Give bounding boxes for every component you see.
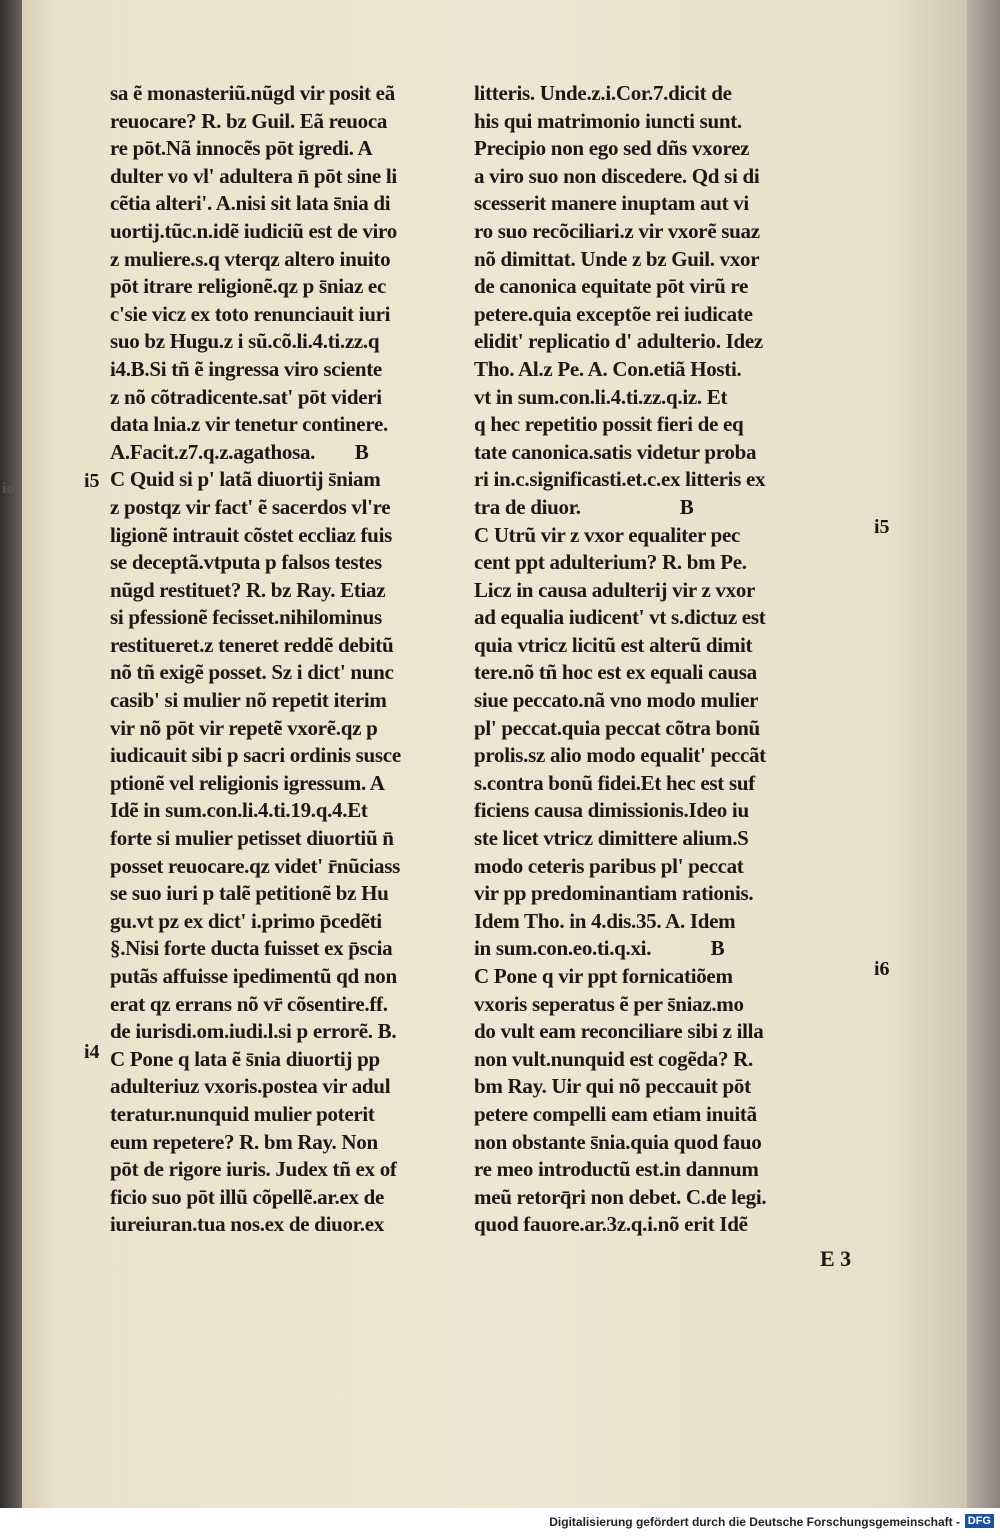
text-line-row bbox=[110, 522, 460, 550]
text-line: iureiuran.tua nos.ex de diuor.ex bbox=[110, 1212, 384, 1237]
text-line-row bbox=[474, 1129, 862, 1157]
text-line: ficio suo pōt illũ cõpellẽ.ar.ex de bbox=[110, 1184, 384, 1209]
text-line-row bbox=[474, 908, 862, 936]
text-line: cent ppt adulterium? R. bm Pe. bbox=[474, 550, 747, 575]
margin-number: i4 bbox=[84, 1041, 100, 1063]
text-line: vir nõ pōt vir repetẽ vxorẽ.qz p bbox=[110, 715, 378, 740]
text-line-row bbox=[110, 163, 460, 191]
text-line: a viro suo non discedere. Qd si di bbox=[474, 163, 760, 188]
text-line-row bbox=[110, 825, 460, 853]
text-line-row bbox=[474, 825, 862, 853]
text-line: reuocare? R. bz Guil. Eã reuoca bbox=[110, 108, 388, 133]
text-line-row bbox=[110, 466, 460, 494]
text-line-row bbox=[474, 1101, 862, 1129]
text-line-row bbox=[110, 439, 460, 467]
text-line: i4.B.Si tñ ẽ ingressa viro sciente bbox=[110, 356, 382, 381]
text-line-row bbox=[110, 659, 460, 687]
text-line: sa ẽ monasteriũ.nũgd vir posit eã bbox=[110, 81, 395, 105]
text-line: non obstante s̄nia.quia quod fauo bbox=[474, 1129, 762, 1154]
text-line-row bbox=[474, 218, 862, 246]
text-line-row bbox=[110, 549, 460, 577]
text-line: Precipio non ego sed dñs vxorez bbox=[474, 136, 750, 161]
text-line: erat qz errans nõ vr̄ cõsentire.ff. bbox=[110, 991, 388, 1016]
text-line-row bbox=[474, 687, 862, 715]
text-line: petere compelli eam etiam inuitã bbox=[474, 1101, 757, 1126]
text-line: z postqz vir fact' ẽ sacerdos vl're bbox=[110, 494, 391, 519]
text-line-row bbox=[474, 80, 862, 108]
text-line: siue peccato.nã vno modo mulier bbox=[474, 688, 759, 713]
text-line: z muliere.s.q vterqz altero inuito bbox=[110, 246, 391, 271]
dfg-logo: DFG bbox=[965, 1514, 994, 1528]
text-line: ad equalia iudicent' vt s.dictuz est bbox=[474, 605, 766, 630]
text-line-row bbox=[110, 577, 460, 605]
text-line-row bbox=[110, 687, 460, 715]
text-line: pl' peccat.quia peccat cõtra bonũ bbox=[474, 715, 760, 740]
text-line-row bbox=[110, 190, 460, 218]
text-line: petere.quia exceptõe rei iudicate bbox=[474, 301, 753, 326]
text-line: de iurisdi.om.iudi.l.si p errorẽ. B. bbox=[110, 1019, 397, 1044]
text-line: C Utrũ vir z vxor equaliter pec bbox=[474, 522, 740, 547]
text-line-row bbox=[110, 1046, 460, 1074]
text-line-row bbox=[474, 1156, 862, 1184]
text-line-row bbox=[474, 632, 862, 660]
text-line-row bbox=[474, 108, 862, 136]
text-line-row bbox=[110, 328, 460, 356]
text-line-row bbox=[474, 494, 862, 522]
page-stack-edge bbox=[967, 0, 1000, 1508]
text-line-row bbox=[110, 1101, 460, 1129]
left-text-column bbox=[110, 80, 460, 1239]
text-line: ptionẽ vel religionis igressum. A bbox=[110, 770, 385, 795]
text-line: tra de diuor. B bbox=[474, 494, 694, 519]
text-line: §.Nisi forte ducta fuisset ex p̄scia bbox=[110, 936, 393, 961]
text-line: se deceptã.vtputa p falsos testes bbox=[110, 550, 382, 575]
text-line-row bbox=[110, 356, 460, 384]
text-line-row bbox=[474, 384, 862, 412]
text-line-row bbox=[110, 1073, 460, 1101]
text-line: pōt de rigore iuris. Judex tñ ex of bbox=[110, 1157, 397, 1182]
text-line-row bbox=[110, 218, 460, 246]
text-line: re meo introductũ est.in dannum bbox=[474, 1157, 759, 1182]
text-line: posset reuocare.qz videt' r̄nũciass bbox=[110, 853, 401, 878]
text-line-row bbox=[110, 742, 460, 770]
margin-number: i5 bbox=[84, 470, 100, 492]
text-line: de canonica equitate pōt virũ re bbox=[474, 274, 749, 299]
text-line: iudicauit sibi p sacri ordinis susce bbox=[110, 743, 401, 768]
margin-number: i6 bbox=[874, 958, 890, 980]
text-line: tere.nõ tñ hoc est ex equali causa bbox=[474, 660, 757, 685]
text-line-row bbox=[474, 1211, 862, 1239]
text-line-row bbox=[110, 80, 460, 108]
bleed-through-number: io bbox=[2, 480, 15, 497]
text-line-row bbox=[474, 935, 862, 963]
text-line-row bbox=[110, 108, 460, 136]
text-line: Tho. Al.z Pe. A. Con.etiã Hosti. bbox=[474, 356, 742, 381]
text-line: restitueret.z teneret reddẽ debitũ bbox=[110, 632, 394, 657]
text-line: ste licet vtricz dimittere alium.S bbox=[474, 826, 749, 851]
text-line: casib' si mulier nõ repetit iterim bbox=[110, 688, 387, 713]
text-line-row bbox=[474, 715, 862, 743]
text-line: elidit' replicatio d' adulterio. Idez bbox=[474, 329, 763, 354]
text-line-row bbox=[474, 1184, 862, 1212]
text-line-row bbox=[110, 632, 460, 660]
text-line-row bbox=[474, 604, 862, 632]
text-line: meũ retorq̄ri non debet. C.de legi. bbox=[474, 1184, 767, 1209]
text-line: vxoris seperatus ẽ per s̄niaz.mo bbox=[474, 991, 744, 1016]
text-line-row bbox=[474, 880, 862, 908]
text-line-row bbox=[110, 715, 460, 743]
text-line-row bbox=[110, 384, 460, 412]
text-line: data lnia.z vir tenetur continere. bbox=[110, 412, 388, 437]
text-line: ficiens causa dimissionis.Ideo iu bbox=[474, 798, 749, 823]
text-line-row bbox=[110, 853, 460, 881]
text-line: C Pone q lata ẽ s̄nia diuortij pp bbox=[110, 1046, 380, 1071]
text-line-row bbox=[474, 963, 862, 991]
text-line: se suo iuri p talẽ petitionẽ bz Hu bbox=[110, 881, 389, 906]
text-line: putãs affuisse ipedimentũ qd non bbox=[110, 964, 397, 988]
text-line: tate canonica.satis videtur proba bbox=[474, 439, 757, 464]
footer-credit: Digitalisierung gefördert durch die Deutsche Forschungsgemeinschaft - bbox=[549, 1515, 960, 1529]
text-line: gu.vt pz ex dict' i.primo p̄cedẽti bbox=[110, 908, 382, 933]
text-line: C Pone q vir ppt fornicatiõem bbox=[474, 964, 733, 988]
text-line: uortij.tũc.n.idẽ iudiciũ est de viro bbox=[110, 218, 397, 243]
text-line: in sum.con.eo.ti.q.xi. B bbox=[474, 936, 725, 961]
text-line: dulter vo vl' adultera n̄ pōt sine li bbox=[110, 163, 397, 188]
text-line: do vult eam reconciliare sibi z illa bbox=[474, 1019, 764, 1044]
text-line: si pfessionẽ fecisset.nihilominus bbox=[110, 605, 382, 630]
text-line: modo ceteris paribus pl' peccat bbox=[474, 853, 744, 878]
text-line-row bbox=[474, 328, 862, 356]
text-line: vt in sum.con.li.4.ti.zz.q.iz. Et bbox=[474, 384, 728, 409]
text-line: cẽtia alteri'. A.nisi sit lata s̄nia di bbox=[110, 191, 391, 216]
text-line-row bbox=[110, 411, 460, 439]
text-line-row bbox=[110, 797, 460, 825]
text-line-row bbox=[474, 246, 862, 274]
text-line: s.contra bonũ fidei.Et hec est suf bbox=[474, 770, 755, 795]
text-line-row bbox=[474, 356, 862, 384]
text-line: quod fauore.ar.3z.q.i.nõ erit Idẽ bbox=[474, 1212, 748, 1237]
text-line: nõ tñ exigẽ posset. Sz i dict' nunc bbox=[110, 660, 394, 685]
text-line-row bbox=[474, 163, 862, 191]
text-line-row bbox=[474, 135, 862, 163]
text-line-row bbox=[110, 604, 460, 632]
text-line-row bbox=[474, 659, 862, 687]
text-line-row bbox=[110, 135, 460, 163]
text-line: A.Facit.z7.q.z.agathosa. B bbox=[110, 439, 369, 464]
text-line-row bbox=[474, 301, 862, 329]
text-line: litteris. Unde.z.i.Cor.7.dicit de bbox=[474, 81, 732, 105]
text-line-row bbox=[474, 466, 862, 494]
text-line: Licz in causa adulterij vir z vxor bbox=[474, 577, 756, 602]
text-line-row bbox=[110, 770, 460, 798]
text-line-row bbox=[110, 1018, 460, 1046]
text-line-row bbox=[110, 246, 460, 274]
text-line: adulteriuz vxoris.postea vir adul bbox=[110, 1074, 391, 1099]
text-line: nõ dimittat. Unde z bz Guil. vxor bbox=[474, 246, 760, 271]
text-line-row bbox=[474, 1073, 862, 1101]
text-line: C Quid si p' latã diuortij s̄niam bbox=[110, 467, 381, 492]
text-line: bm Ray. Uir qui nõ peccauit pōt bbox=[474, 1074, 751, 1099]
text-line: suo bz Hugu.z i sũ.cõ.li.4.ti.zz.q bbox=[110, 329, 380, 354]
text-line-row bbox=[474, 549, 862, 577]
text-line-row bbox=[110, 935, 460, 963]
text-line-row bbox=[474, 770, 862, 798]
text-line: ri in.c.significasti.et.c.ex litteris ex bbox=[474, 467, 766, 492]
text-line-row bbox=[474, 991, 862, 1019]
text-line-row bbox=[474, 439, 862, 467]
text-line-row bbox=[110, 908, 460, 936]
text-line: pōt itrare religionẽ.qz p s̄niaz ec bbox=[110, 274, 386, 299]
text-line-row bbox=[474, 522, 862, 550]
text-line: c'sie vicz ex toto renunciauit iuri bbox=[110, 301, 391, 326]
text-line: forte si mulier petisset diuortiũ n̄ bbox=[110, 826, 394, 851]
signature-mark: E 3 bbox=[820, 1246, 852, 1271]
text-line: Idem Tho. in 4.dis.35. A. Idem bbox=[474, 908, 736, 933]
footer-bar bbox=[0, 1508, 1000, 1537]
text-line-row bbox=[474, 1046, 862, 1074]
text-line-row bbox=[474, 273, 862, 301]
text-line: his qui matrimonio iuncti sunt. bbox=[474, 108, 742, 133]
text-line: vir pp predominantiam rationis. bbox=[474, 881, 754, 906]
text-line-row bbox=[110, 494, 460, 522]
text-line-row bbox=[474, 190, 862, 218]
text-line: z nõ cõtradicente.sat' pōt videri bbox=[110, 384, 382, 409]
text-line: ro suo recõciliari.z vir vxorẽ suaz bbox=[474, 218, 760, 243]
text-line-row bbox=[110, 273, 460, 301]
text-line: prolis.sz alio modo equalit' peccãt bbox=[474, 743, 766, 768]
text-line: eum repetere? R. bm Ray. Non bbox=[110, 1129, 378, 1154]
text-line-row bbox=[110, 301, 460, 329]
margin-number: i5 bbox=[874, 516, 890, 538]
text-line-row bbox=[110, 1129, 460, 1157]
text-line: re pōt.Nã innocẽs pōt igredi. A bbox=[110, 136, 373, 161]
text-line: non vult.nunquid est cogẽda? R. bbox=[474, 1046, 753, 1071]
text-line: ligionẽ intrauit cõstet eccliaz fuis bbox=[110, 522, 392, 547]
right-text-column bbox=[474, 80, 862, 1239]
text-line: nũgd restituet? R. bz Ray. Etiaz bbox=[110, 577, 386, 602]
text-line-row bbox=[474, 742, 862, 770]
text-line-row bbox=[110, 991, 460, 1019]
text-line: scesserit manere inuptam aut vi bbox=[474, 191, 749, 216]
book-binding-edge bbox=[0, 0, 22, 1508]
text-line-row bbox=[110, 880, 460, 908]
text-line-row bbox=[110, 1211, 460, 1239]
text-line-row bbox=[110, 963, 460, 991]
text-line-row bbox=[110, 1156, 460, 1184]
text-line: teratur.nunquid mulier poterit bbox=[110, 1101, 375, 1126]
text-line: quia vtricz licitũ est alterũ dimit bbox=[474, 632, 753, 657]
text-line-row bbox=[474, 577, 862, 605]
text-line-row bbox=[474, 1018, 862, 1046]
text-line-row bbox=[474, 797, 862, 825]
text-line-row bbox=[474, 853, 862, 881]
text-line: Idẽ in sum.con.li.4.ti.19.q.4.Et bbox=[110, 798, 368, 823]
text-line: q hec repetitio possit fieri de eq bbox=[474, 412, 744, 437]
text-line-row bbox=[474, 411, 862, 439]
text-line-row bbox=[110, 1184, 460, 1212]
